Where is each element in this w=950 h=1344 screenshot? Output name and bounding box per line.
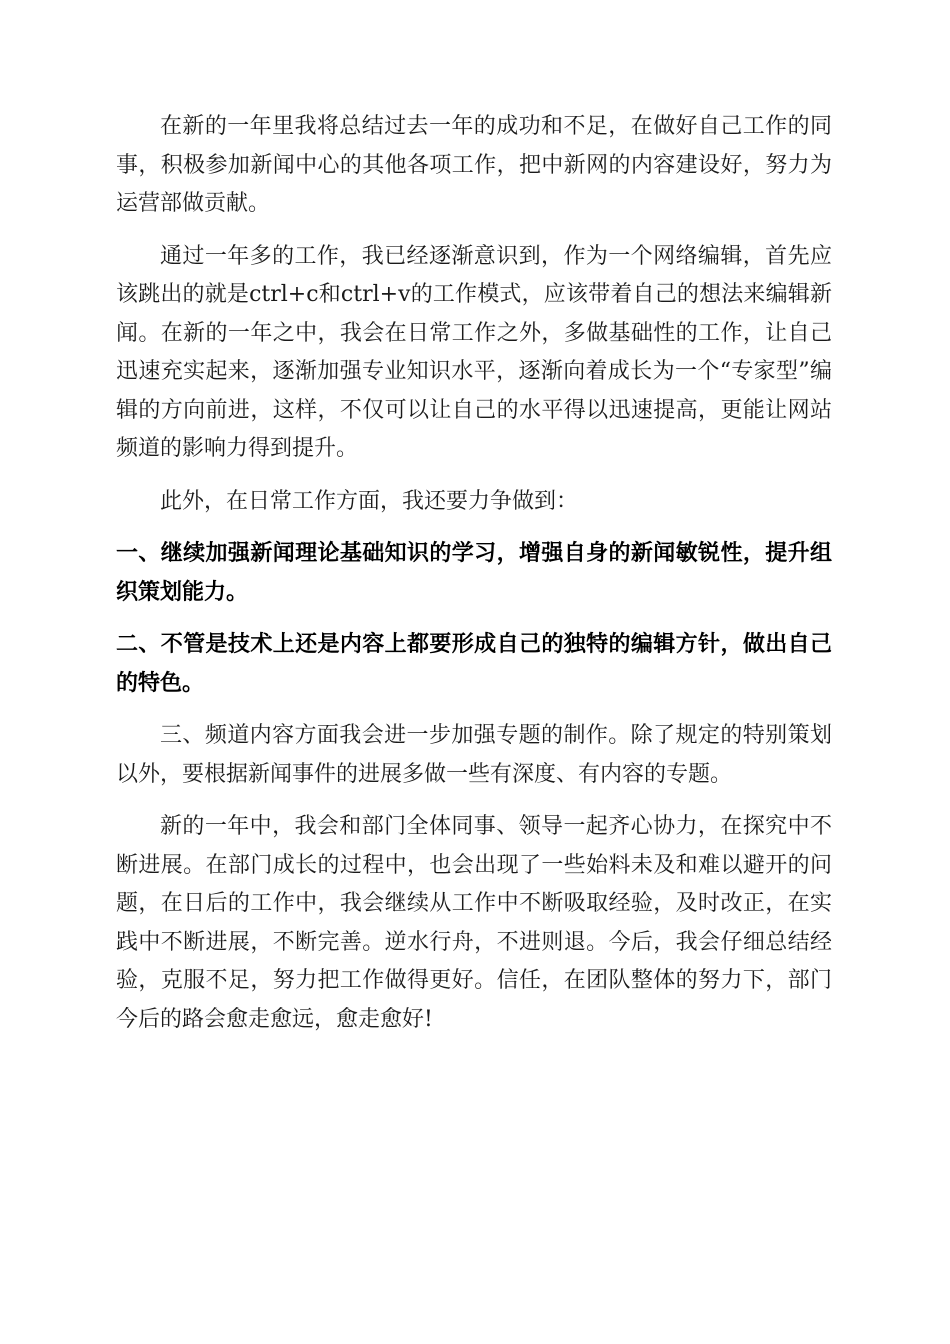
document-body bbox=[116, 108, 832, 1053]
paragraph-closing: 新的一年中，我会和部门全体同事、领导一起齐心协力，在探究中不断进展。在部门成长的过程中，也会出现了一些始料未及和难以避开的问题，在日后的工作中，我会继续从工作中不断吸取经验，及时改正，在实践中不断进展，不断完善。逆水行舟，不进则退。今后，我会仔细总结经验，克服不足，努力把工作做得更好。信任，在团队整体的努力下，部门今后的路会愈走愈远，愈走愈好! bbox=[116, 814, 832, 1032]
paragraph-editor-reflection: 通过一年多的工作，我已经逐渐意识到，作为一个网络编辑，首先应该跳出的就是ctrl+c和ctrl+v的工作模式，应该带着自己的想法来编辑新闻。在新的一年之中，我会在日常工作之外，多做基础性的工作，让自己迅速充实起来，逐渐加强专业知识水平，逐渐向着成长为一个“专家型”编辑的方向前进，这样，不仅可以让自己的水平得以迅速提高，更能让网站频道的影响力得到提升。 bbox=[116, 243, 832, 461]
paragraph-goal-two: 二、不管是技术上还是内容上都要形成自己的独特的编辑方针，做出自己的特色。 bbox=[116, 632, 832, 696]
paragraph-goal-one: 一、继续加强新闻理论基础知识的学习，增强自身的新闻敏锐性，提升组织策划能力。 bbox=[116, 541, 832, 605]
paragraph-daily-work-intro: 此外，在日常工作方面，我还要力争做到： bbox=[160, 488, 579, 514]
paragraph-goal-three: 三、频道内容方面我会进一步加强专题的制作。除了规定的特别策划以外，要根据新闻事件的进展多做一些有深度、有内容的专题。 bbox=[116, 723, 832, 787]
paragraph-summary-plan: 在新的一年里我将总结过去一年的成功和不足，在做好自己工作的同事，积极参加新闻中心的其他各项工作，把中新网的内容建设好，努力为运营部做贡献。 bbox=[116, 114, 832, 216]
